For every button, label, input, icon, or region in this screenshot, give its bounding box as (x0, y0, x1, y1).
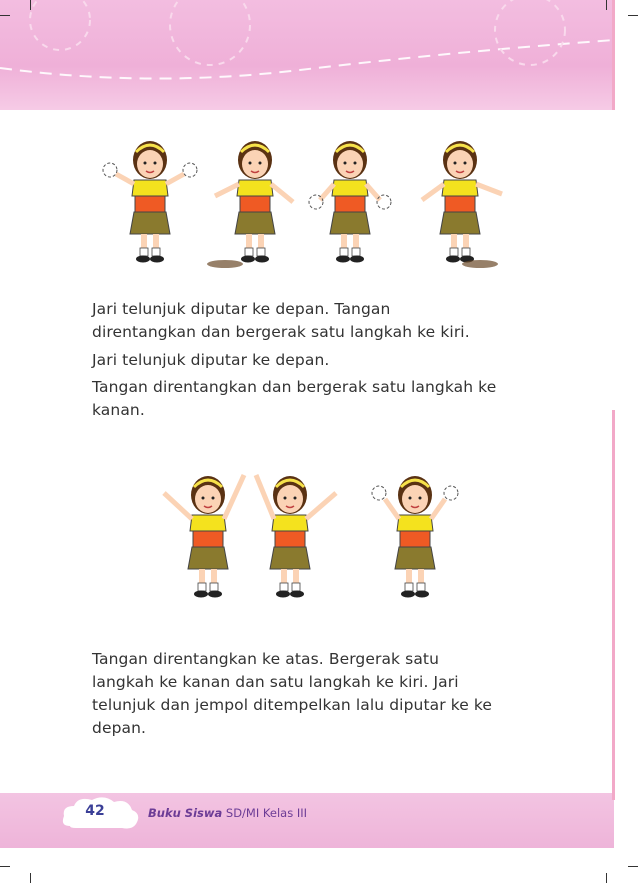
crop-mark (606, 873, 607, 883)
page-margin (614, 0, 638, 883)
edge-marker-side (612, 410, 615, 800)
girl-figure-2 (207, 141, 293, 268)
dance-illustration-row-2 (140, 455, 480, 620)
paragraph-4 (92, 648, 492, 740)
girl-figure-1 (103, 141, 197, 263)
girl-figure-4 (422, 141, 502, 268)
edge-marker-top (612, 0, 615, 110)
paragraph-line: telunjuk dan jempol ditempelkan lalu diputar ke ke (92, 696, 493, 714)
page-number: 42 (85, 803, 105, 819)
book-title-sub: SD/MI Kelas III (225, 806, 308, 820)
paragraph-3 (92, 376, 496, 422)
crop-mark (606, 0, 607, 10)
paragraph-line: depan. (92, 719, 147, 737)
paragraph-line: Tangan direntangkan dan bergerak satu langkah ke (92, 378, 497, 396)
book-title-main: Buku Siswa (148, 806, 223, 820)
book-title (148, 806, 307, 820)
girl-figure-5 (164, 475, 244, 598)
crop-mark (628, 866, 638, 867)
crop-mark (628, 15, 638, 16)
paragraph-line: Jari telunjuk diputar ke depan. Tangan (92, 300, 391, 318)
paragraph-line: Jari telunjuk diputar ke depan. (92, 351, 330, 369)
crop-mark (30, 0, 31, 10)
girl-figure-7 (372, 476, 458, 598)
crop-mark (30, 873, 31, 883)
header-decoration (0, 0, 614, 110)
crop-mark (0, 15, 10, 16)
crop-mark (0, 866, 10, 867)
paragraph-line: Tangan direntangkan ke atas. Bergerak satu (92, 650, 440, 668)
paragraph-1 (92, 298, 470, 344)
girl-figure-6 (256, 475, 336, 598)
paragraph-line: kanan. (92, 401, 145, 419)
header-band (0, 0, 614, 110)
dance-illustration-row-1 (95, 130, 525, 280)
paragraph-line: langkah ke kanan dan satu langkah ke kiri. Jari (92, 673, 459, 691)
paragraph-2 (92, 349, 329, 372)
paragraph-line: direntangkan dan bergerak satu langkah ke kiri. (92, 323, 470, 341)
girl-figure-3 (309, 141, 391, 263)
